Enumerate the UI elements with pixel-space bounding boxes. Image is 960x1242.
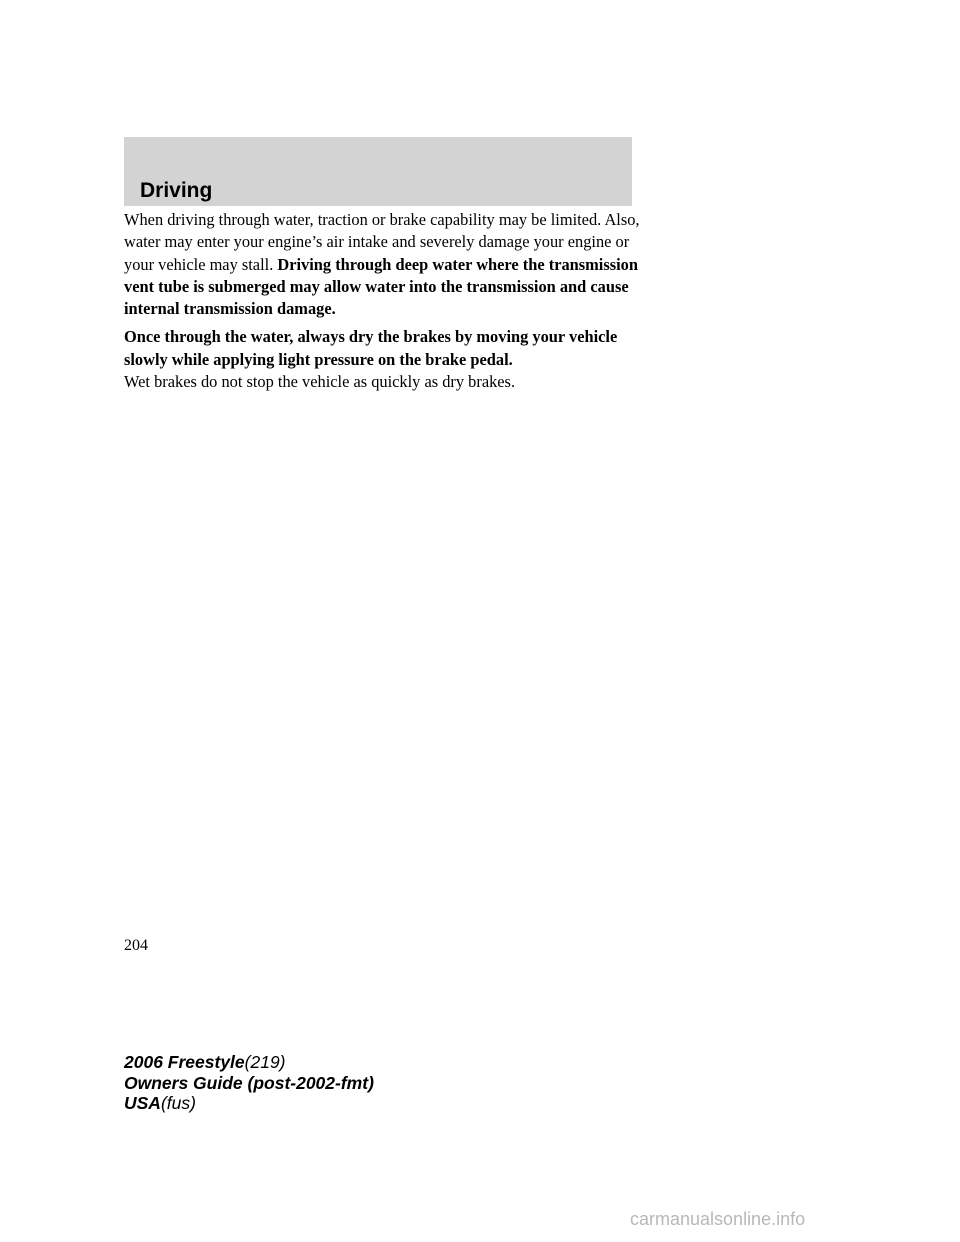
footer-line-market [124, 1093, 374, 1114]
paragraph-dry-brakes-text: Wet brakes do not stop the vehicle as quickly as dry brakes. [124, 372, 516, 392]
footer-model-name: 2006 Freestyle [124, 1052, 245, 1072]
footer-guide-name: Owners Guide (post-2002-fmt) [124, 1072, 374, 1093]
footer-model-code: (219) [244, 1052, 286, 1072]
watermark-link[interactable]: carmanualsonline.info [630, 1209, 806, 1229]
document-footer [124, 1052, 374, 1114]
footer-line-model [124, 1052, 374, 1073]
section-title: Driving [140, 179, 213, 202]
footer-market-name: USA [124, 1093, 161, 1113]
paragraph-water-driving-text: When driving through water, traction or brake capability may be limited. Also, water may enter your engine’s air intake and severely damage your engine or your vehicle may stall. [124, 210, 640, 274]
paragraph-dry-brakes-warning: Once through the water, always dry the brakes by moving your vehicle slowly while applying light pressure on the brake pedal. [124, 327, 618, 369]
paragraph-water-driving-warning: Driving through deep water where the transmission vent tube is submerged may allow water into the transmission and cause internal transmission damage. [124, 254, 638, 319]
paragraph-dry-brakes [124, 326, 644, 393]
footer-market-code: (fus) [160, 1093, 196, 1113]
page-number: 204 [124, 937, 148, 954]
paragraph-water-driving [124, 209, 644, 320]
main-content [124, 209, 644, 393]
